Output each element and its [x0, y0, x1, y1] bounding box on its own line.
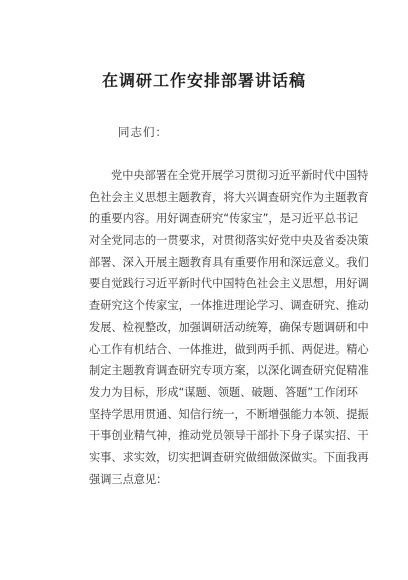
paragraph-line: 实事、求实效，切实把调查研究做细做深做实。下面我再 [89, 450, 369, 464]
salutation: 同志们： [118, 125, 168, 139]
paragraph-line: 部署、深入开展主题教育具有重要作用和深远意义。我们 [89, 255, 369, 269]
paragraph-line: 查研究这个传家宝，一体推进理论学习、调查研究、推动 [89, 299, 369, 313]
paragraph-line: 制定主题教育调查研究专项方案，以深化调查研究促精准 [89, 364, 369, 378]
document-title: 在调研工作安排部署讲话稿 [101, 71, 306, 90]
paragraph-line: 心工作有机结合、一体推进，做到两手抓、两促进。精心 [89, 342, 369, 356]
paragraph-line: 强调三点意见： [89, 472, 168, 486]
paragraph-line: 发展、检视整改，加强调研活动统筹，确保专题调研和中 [89, 320, 369, 334]
paragraph-line: 发力为目标，形成“谋题、领题、破题、答题”工作闭环 [89, 385, 358, 399]
body-paragraph [89, 165, 369, 490]
paragraph-line: 的重要内容。用好调查研究“传家宝”，是习近平总书记 [89, 212, 358, 226]
paragraph-line: 对全党同志的一贯要求，对贯彻落实好党中央及省委决策 [89, 234, 369, 248]
paragraph-line: 党中央部署在全党开展学习贯彻习近平新时代中国特 [111, 169, 369, 182]
paragraph-line: 要自觉践行习近平新时代中国特色社会主义思想，用好调 [89, 277, 369, 291]
paragraph-line: 坚持学思用贯通、知信行统一，不断增强能力本领、提振 [89, 407, 369, 421]
paragraph-line: 干事创业精气神，推动党员领导干部扑下身子谋实招、干 [89, 429, 369, 443]
paragraph-line: 色社会主义思想主题教育，将大兴调查研究作为主题教育 [89, 190, 369, 204]
